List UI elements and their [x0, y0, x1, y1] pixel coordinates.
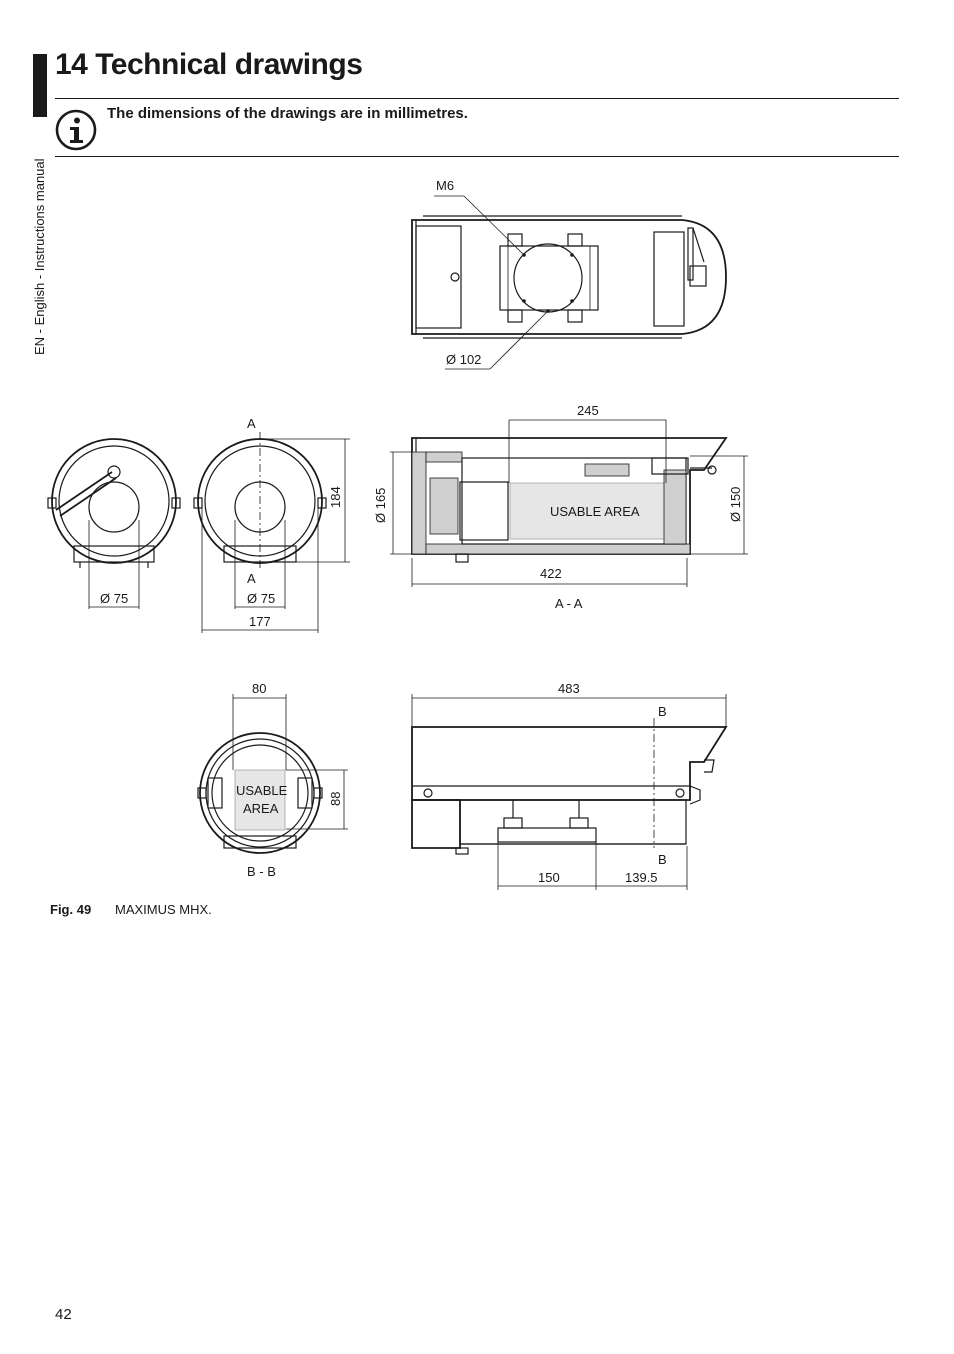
label-d165: Ø 165: [373, 487, 388, 523]
label-d75-left: Ø 75: [100, 591, 129, 606]
label-a-top: A: [247, 416, 256, 431]
label-a-bottom: A: [247, 571, 256, 586]
side-section-label: EN - English - Instructions manual: [32, 158, 47, 355]
figure-caption: MAXIMUS MHX.: [115, 902, 212, 917]
label-d102: Ø 102: [446, 352, 482, 367]
label-d75-mid: Ø 75: [247, 591, 276, 606]
figure-label: Fig. 49: [50, 902, 92, 917]
label-usable-area-section: USABLE AREA: [550, 504, 640, 519]
label-dim483: 483: [558, 681, 580, 696]
label-dim177: 177: [249, 614, 271, 629]
side-view: [412, 694, 726, 890]
label-dim422: 422: [540, 566, 562, 581]
label-usable-area-line2: AREA: [243, 801, 279, 816]
label-dim80: 80: [252, 681, 267, 696]
label-dim245: 245: [577, 403, 599, 418]
note-text: The dimensions of the drawings are in millimetres.: [107, 105, 468, 122]
label-dim139-5: 139.5: [625, 870, 658, 885]
label-dim150: 150: [538, 870, 560, 885]
label-usable-area-line1: USABLE: [236, 783, 288, 798]
label-dim88: 88: [328, 791, 343, 806]
page-number: 42: [55, 1306, 72, 1323]
label-dim184: 184: [328, 486, 343, 508]
label-d150: Ø 150: [728, 486, 743, 522]
label-b-top: B: [658, 704, 667, 719]
label-section-aa: A - A: [555, 596, 583, 611]
label-section-bb: B - B: [247, 864, 276, 879]
label-m6: M6: [436, 178, 455, 193]
top-view: [412, 196, 726, 369]
label-b-bottom: B: [658, 852, 667, 867]
front-view-left: [48, 439, 180, 609]
section-bb: [198, 694, 348, 853]
page-title: 14 Technical drawings: [55, 48, 363, 81]
